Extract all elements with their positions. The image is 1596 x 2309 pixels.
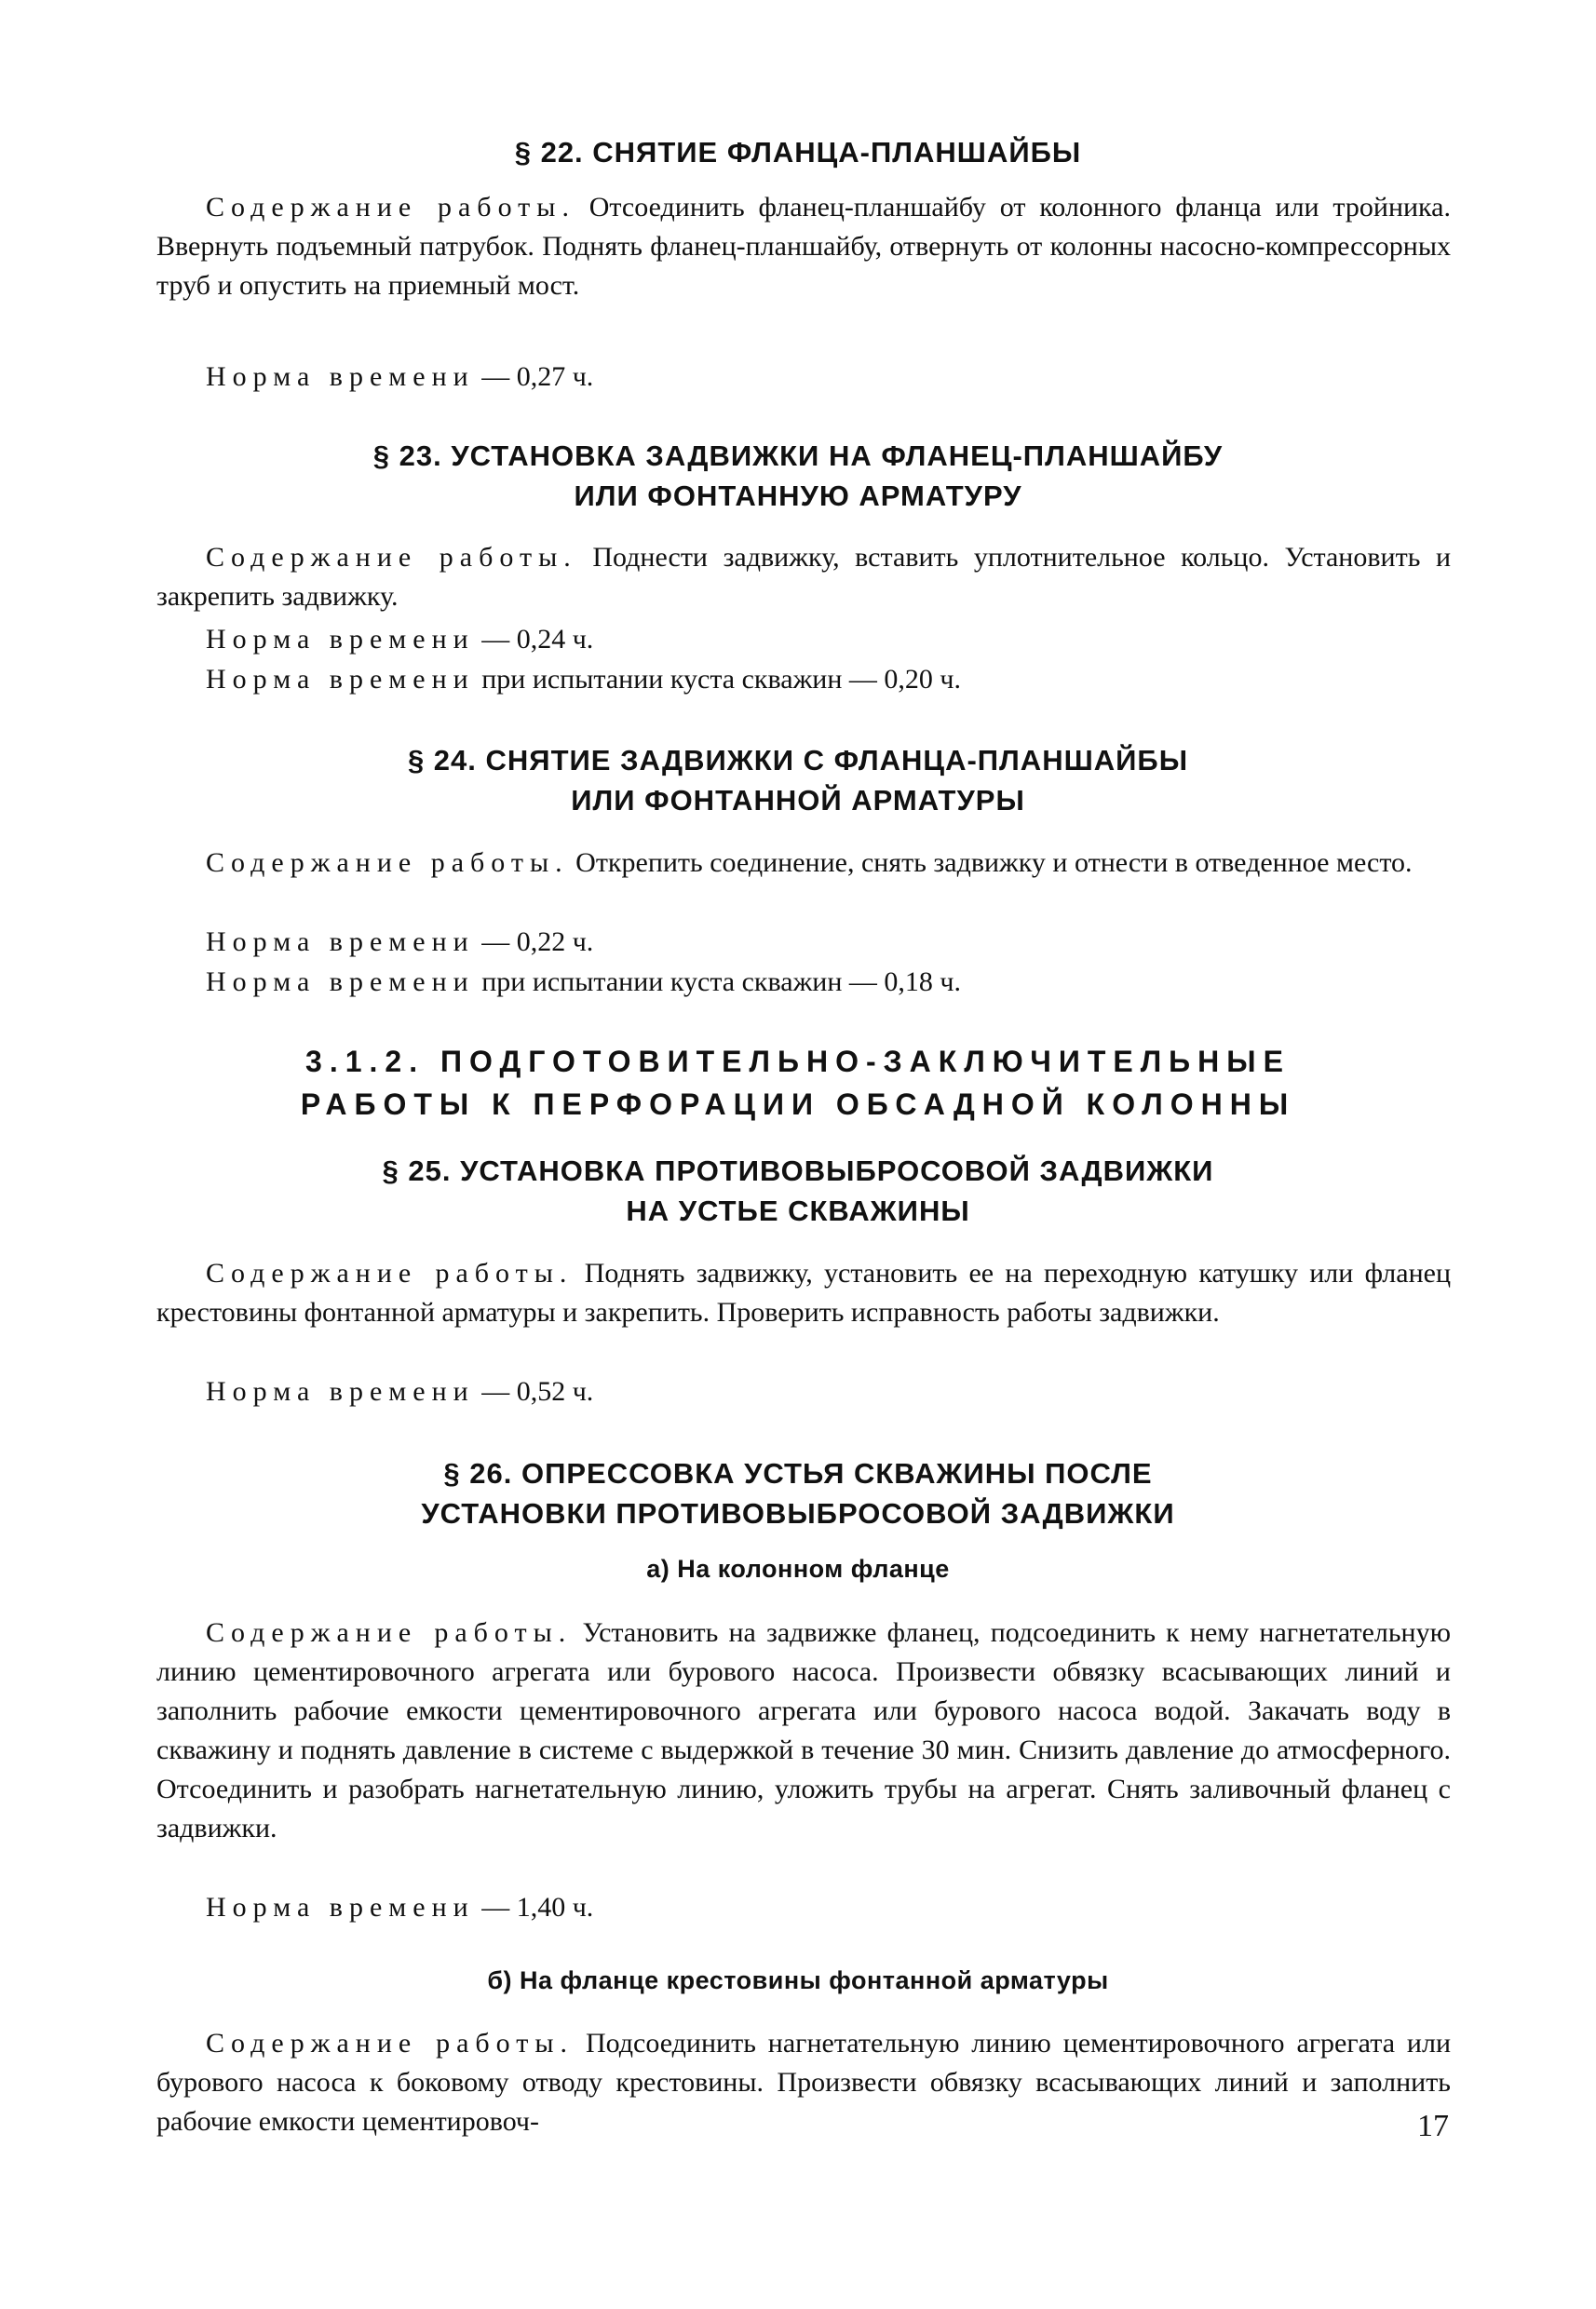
- content-text: Поднять задвижку, установить ее на переходную катушку или фланец крестовины фонтанной арматуры и закрепить. Проверить исправность работы задвижки.: [156, 1258, 1451, 1328]
- section-23-title-line1: § 23. УСТАНОВКА ЗАДВИЖКИ НА ФЛАНЕЦ-ПЛАНШАЙБУ: [372, 439, 1224, 472]
- norm-value: при испытании куста скважин — 0,20 ч.: [474, 664, 962, 695]
- norm-label: Норма времени: [206, 926, 475, 957]
- norm-value: — 1,40 ч.: [474, 1892, 594, 1923]
- content-label: Содержание работы.: [206, 542, 577, 573]
- norm-label: Норма времени: [206, 361, 475, 392]
- norm-label: Норма времени: [206, 664, 475, 695]
- content-label: Содержание работы.: [206, 2028, 575, 2059]
- section-25-title-line1: § 25. УСТАНОВКА ПРОТИВОВЫБРОСОВОЙ ЗАДВИЖКИ: [382, 1154, 1214, 1187]
- section-26b-content: [156, 2024, 1451, 2141]
- content-text: Открепить соединение, снять задвижку и отнести в отведенное место.: [575, 847, 1413, 878]
- content-label: Содержание работы.: [206, 1258, 574, 1289]
- section-24-title-line1: § 24. СНЯТИЕ ЗАДВИЖКИ С ФЛАНЦА-ПЛАНШАЙБЫ: [407, 744, 1189, 776]
- section-26a-norm: [206, 1888, 1451, 1927]
- content-label: Содержание работы.: [206, 847, 569, 878]
- norm-value: — 0,27 ч.: [474, 361, 594, 392]
- section-22-content: [156, 188, 1451, 305]
- chapter-312-title-line1: 3.1.2. ПОДГОТОВИТЕЛЬНО-ЗАКЛЮЧИТЕЛЬНЫЕ: [305, 1045, 1291, 1078]
- section-24-title-line2: ИЛИ ФОНТАННОЙ АРМАТУРЫ: [571, 784, 1025, 817]
- chapter-312-title-line2: РАБОТЫ К ПЕРФОРАЦИИ ОБСАДНОЙ КОЛОННЫ: [300, 1087, 1296, 1121]
- content-text: Отсоединить фланец-планшайбу от колонного фланца или тройника. Ввернуть подъемный патрубок. Поднять фланец-планшайбу, отвернуть от колонны насосно-компрессорных труб и опустить на приемный мост.: [156, 192, 1451, 301]
- page-number: 17: [1417, 2109, 1449, 2143]
- norm-value: — 0,52 ч.: [474, 1376, 594, 1407]
- section-26-title-line1: § 26. ОПРЕССОВКА УСТЬЯ СКВАЖИНЫ ПОСЛЕ: [443, 1457, 1153, 1490]
- content-text: Поднести задвижку, вставить уплотнительное кольцо. Установить и закрепить задвижку.: [156, 542, 1452, 612]
- content-label: Содержание работы.: [206, 1617, 573, 1648]
- norm-label: Норма времени: [206, 966, 475, 997]
- section-26-title-line2: УСТАНОВКИ ПРОТИВОВЫБРОСОВОЙ ЗАДВИЖКИ: [421, 1497, 1175, 1530]
- norm-label: Норма времени: [206, 1376, 475, 1407]
- content-label: Содержание работы.: [206, 192, 575, 223]
- section-22-title: § 22. СНЯТИЕ ФЛАНЦА-ПЛАНШАЙБЫ: [514, 136, 1082, 169]
- section-24-norm-cluster: [206, 963, 1451, 1002]
- section-23-content: [156, 538, 1451, 616]
- content-text: Установить на задвижке фланец, подсоединить к нему нагнетательную линию цементировочного агрегата или бурового насоса. Произвести обвязку всасывающих линий и заполнить рабочие емкости цементировочного агрегата или бурового насоса водой. Закачать воду в скважину и поднять давление в системе с выдержкой в течение 30 мин. Снизить давление до атмосферного. Отсоединить и разобрать нагнетательную линию, уложить трубы на агрегат. Снять заливочный фланец с задвижки.: [156, 1617, 1452, 1843]
- norm-value: при испытании куста скважин — 0,18 ч.: [474, 966, 962, 997]
- section-26-subheading-a: а) На колонном фланце: [646, 1555, 950, 1583]
- section-24-content: [156, 844, 1451, 883]
- norm-value: — 0,24 ч.: [474, 624, 594, 655]
- section-23-title-line2: ИЛИ ФОНТАННУЮ АРМАТУРУ: [574, 479, 1022, 512]
- section-25-norm: [206, 1372, 1451, 1411]
- section-26-subheading-b: б) На фланце крестовины фонтанной арматуры: [487, 1966, 1109, 1994]
- content-text: Подсоединить нагнетательную линию цементировочного агрегата или бурового насоса к боковому отводу крестовины. Произвести обвязку всасывающих линий и заполнить рабочие емкости цементировоч-: [156, 2028, 1452, 2137]
- section-23-norm-cluster: [206, 660, 1451, 699]
- section-22-norm: [206, 358, 1451, 397]
- section-23-norm: [206, 620, 1451, 659]
- norm-label: Норма времени: [206, 624, 475, 655]
- section-25-title-line2: НА УСТЬЕ СКВАЖИНЫ: [626, 1195, 970, 1227]
- section-25-content: [156, 1254, 1451, 1332]
- section-24-norm: [206, 923, 1451, 962]
- norm-label: Норма времени: [206, 1892, 475, 1923]
- norm-value: — 0,22 ч.: [474, 926, 594, 957]
- section-26a-content: [156, 1614, 1451, 1848]
